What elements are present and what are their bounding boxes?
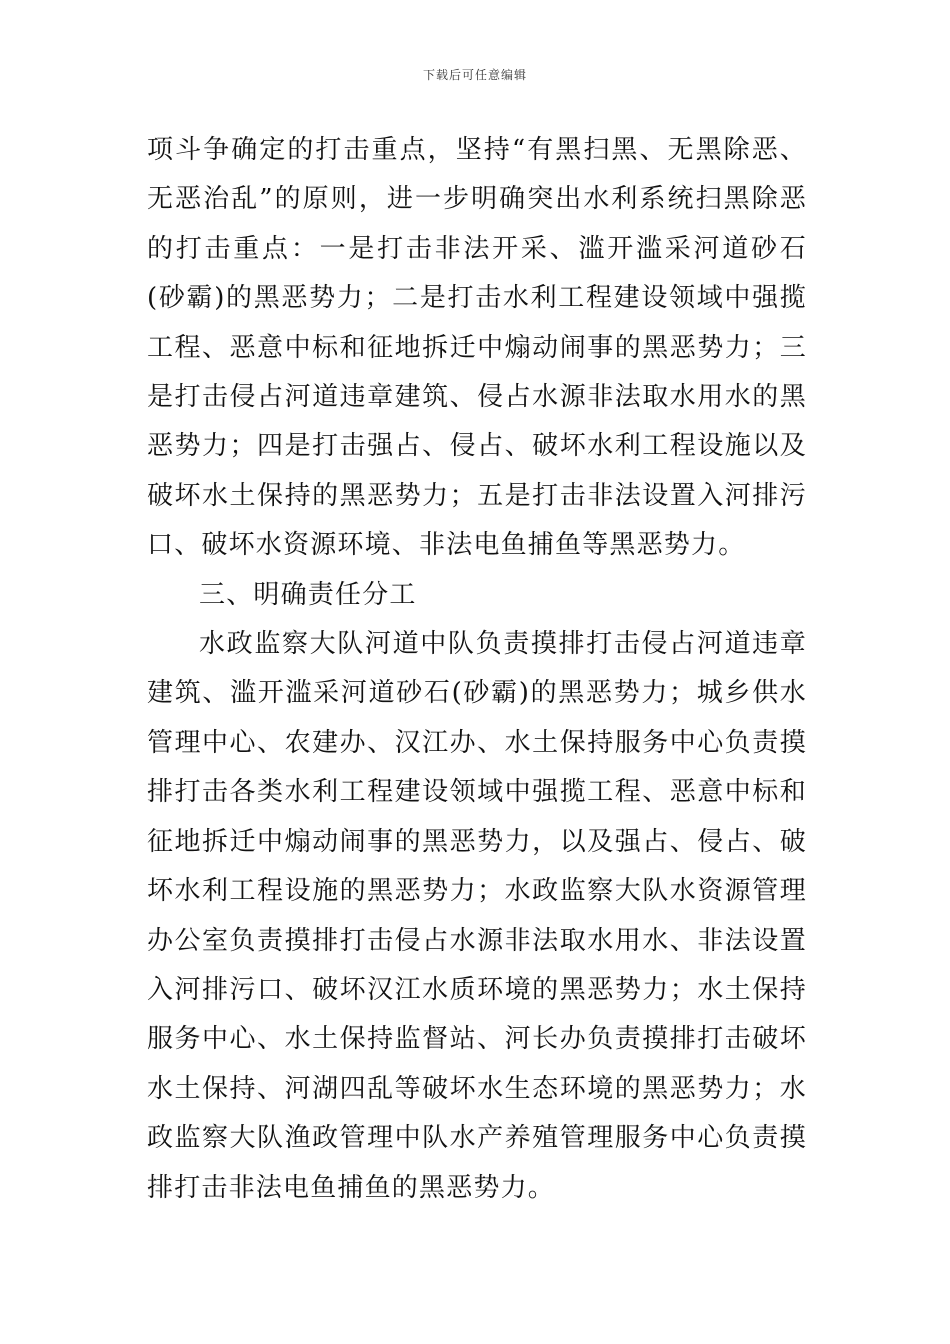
section-heading: 三、明确责任分工 — [199, 579, 417, 610]
paragraph-responsibilities: 水政监察大队河道中队负责摸排打击侵占河道违章建筑、滥开滥采河道砂石(砂霸)的黑恶势力；城乡供水管理中心、农建办、汉江办、水土保持服务中心负责摸排打击各类水利工程建设领域中强揽工程、恶意中标和征地拆迁中煽动闹事的黑恶势力，以及强占、侵占、破坏水利工程设施的黑恶势力；水政监察大队水资源管理办公室负责摸排打击侵占水源非法取水用水、非法设置入河排污口、破坏汉江水质环境的黑恶势力；水土保持服务中心、水土保持监督站、河长办负责摸排打击破坏水土保持、河湖四乱等破坏水生态环境的黑恶势力；水政监察大队渔政管理中队水产养殖管理服务中心负责摸排打击非法电鱼捕鱼的黑恶势力。 — [147, 629, 807, 1203]
document-body — [147, 126, 807, 1213]
page-header-note: 下载后可任意编辑 — [422, 68, 527, 82]
paragraph-continued: 项斗争确定的打击重点，坚持“有黑扫黑、无黑除恶、无恶治乱”的原则，进一步明确突出水利系统扫黑除恶的打击重点：一是打击非法开采、滥开滥采河道砂石(砂霸)的黑恶势力；二是打击水利工程建设领域中强揽工程、恶意中标和征地拆迁中煽动闹事的黑恶势力；三是打击侵占河道违章建筑、侵占水源非法取水用水的黑恶势力；四是打击强占、侵占、破坏水利工程设施以及破坏水土保持的黑恶势力；五是打击非法设置入河排污口、破坏水资源环境、非法电鱼捕鱼等黑恶势力。 — [147, 135, 807, 561]
